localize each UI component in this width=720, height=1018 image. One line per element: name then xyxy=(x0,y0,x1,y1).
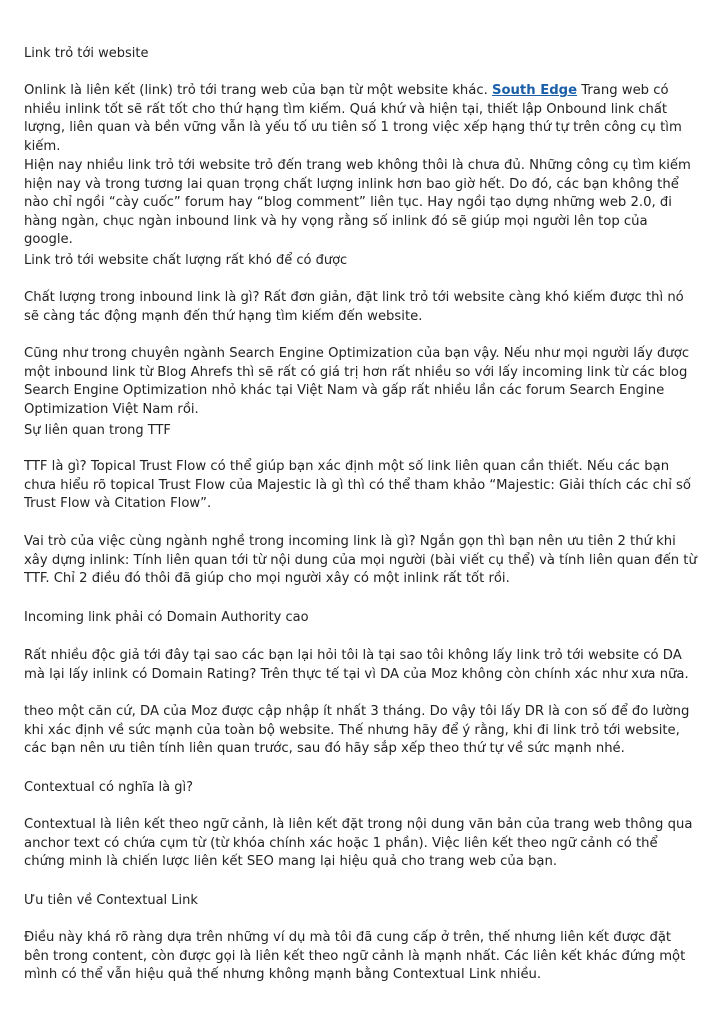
paragraph-da-vs-dr: Rất nhiều độc giả tới đây tại sao các bạn lại hỏi tôi là tại sao tôi không lấy link trỏ tới website có DA mà lại lấy inlink có Domain Rating? Trên thực tế tại vì DA của Moz không còn chính xác như xưa nữa. xyxy=(24,648,689,682)
heading-chat-luong-kho: Link trỏ tới website chất lượng rất khó để có được xyxy=(24,253,348,268)
paragraph-moz-update: theo một căn cứ, DA của Moz được cập nhập ít nhất 3 tháng. Do vậy tôi lấy DR là con số để đo lường khi xác định về sức mạnh của toàn bộ website. Thế nhưng hãy để ý rằng, khi đi link trỏ tới website, các bạn nên ưu tiên tính liên quan trước, sau đó hãy sắp xếp theo thứ tự về sức mạnh nhé. xyxy=(24,704,690,757)
heading-link-tro-toi-website: Link trỏ tới website xyxy=(24,46,149,61)
paragraph-vai-tro-nganh-nghe: Vai trò của việc cùng ngành nghề trong incoming link là gì? Ngắn gọn thì bạn nên ưu tiên 2 thứ khi xây dựng inlink: Tính liên quan tới từ nội dung của mọi người (bài viết cụ thể) và tính liên quan đến từ TTF. Chỉ 2 điều đó thôi đã giúp cho mọi người xây có một inlink rất tốt rồi. xyxy=(24,534,697,587)
heading-domain-authority: Incoming link phải có Domain Authority cao xyxy=(24,610,309,625)
paragraph-uu-tien-contextual: Điều này khá rõ ràng dựa trên những ví dụ mà tôi đã cung cấp ở trên, thế nhưng liên kết được đặt bên trong content, còn được gọi là liên kết theo ngữ cảnh là mạnh nhất. Các liên kết khác đứng một mình có thể vẫn hiệu quả thế nhưng không mạnh bằng Contextual Link nhiều. xyxy=(24,930,686,983)
heading-su-lien-quan-ttf: Sự liên quan trong TTF xyxy=(24,423,171,438)
south-edge-link[interactable]: South Edge xyxy=(491,83,578,98)
paragraph-onlink-intro-before: Onlink là liên kết (link) trỏ tới trang web của bạn từ một website khác. xyxy=(24,83,492,98)
paragraph-ttf-definition: TTF là gì? Topical Trust Flow có thể giúp bạn xác định một số link liên quan cần thiết. Nếu các bạn chưa hiểu rõ topical Trust Flow của Majestic là gì thì có thể tham khảo “Majestic: Giải thích các chỉ số Trust Flow và Citation Flow”. xyxy=(24,459,691,512)
paragraph-chat-luong-inbound: Chất lượng trong inbound link là gì? Rất đơn giản, đặt link trỏ tới website càng khó kiếm được thì nó sẽ càng tác động mạnh đến thứ hạng tìm kiếm đến website. xyxy=(24,290,684,324)
paragraph-onlink-intro xyxy=(24,82,698,156)
heading-uu-tien-contextual: Ưu tiên về Contextual Link xyxy=(24,893,198,908)
paragraph-blog-ahrefs: Cũng như trong chuyên ngành Search Engine Optimization của bạn vậy. Nếu như mọi người lấy được một inbound link từ Blog Ahrefs thì sẽ rất có giá trị hơn rất nhiều so với lấy incoming link từ các blog Search Engine Optimization nhỏ khác tại Việt Nam và gấp rất nhiều lần các forum Search Engine Optimization Việt Nam rồi. xyxy=(24,346,690,417)
paragraph-inlink-quality: Hiện nay nhiều link trỏ tới website trỏ đến trang web không thôi là chưa đủ. Những công cụ tìm kiếm hiện nay và trong tương lai quan trọng chất lượng inlink hơn bao giờ hết. Do đó, các bạn không thể nào chỉ ngồi “cày cuốc” forum hay “blog comment” liên tục. Hay ngồi tạo dựng những web 2.0, đi hàng ngàn, chục ngàn inbound link và hy vọng rằng số inlink đó sẽ giúp mọi người lên top của google. xyxy=(24,158,691,248)
paragraph-contextual-definition: Contextual là liên kết theo ngữ cảnh, là liên kết đặt trong nội dung văn bản của trang web thông qua anchor text có chứa cụm từ (từ khóa chính xác hoặc 1 phần). Việc liên kết theo ngữ cảnh có thể chứng minh là chiến lược liên kết SEO mang lại hiệu quả cho trang web của bạn. xyxy=(24,817,693,870)
heading-contextual-definition: Contextual có nghĩa là gì? xyxy=(24,780,194,795)
paragraph-onlink-intro-after: Trang web có nhiều inlink tốt sẽ rất tốt cho thứ hạng tìm kiếm. Quá khứ và hiện tại, thiết lập Onbound link chất lượng, liên quan và bền vững vẫn là yếu tố ưu tiên số 1 trong việc xếp hạng thứ tự trên công cụ tìm kiếm. xyxy=(24,83,682,154)
